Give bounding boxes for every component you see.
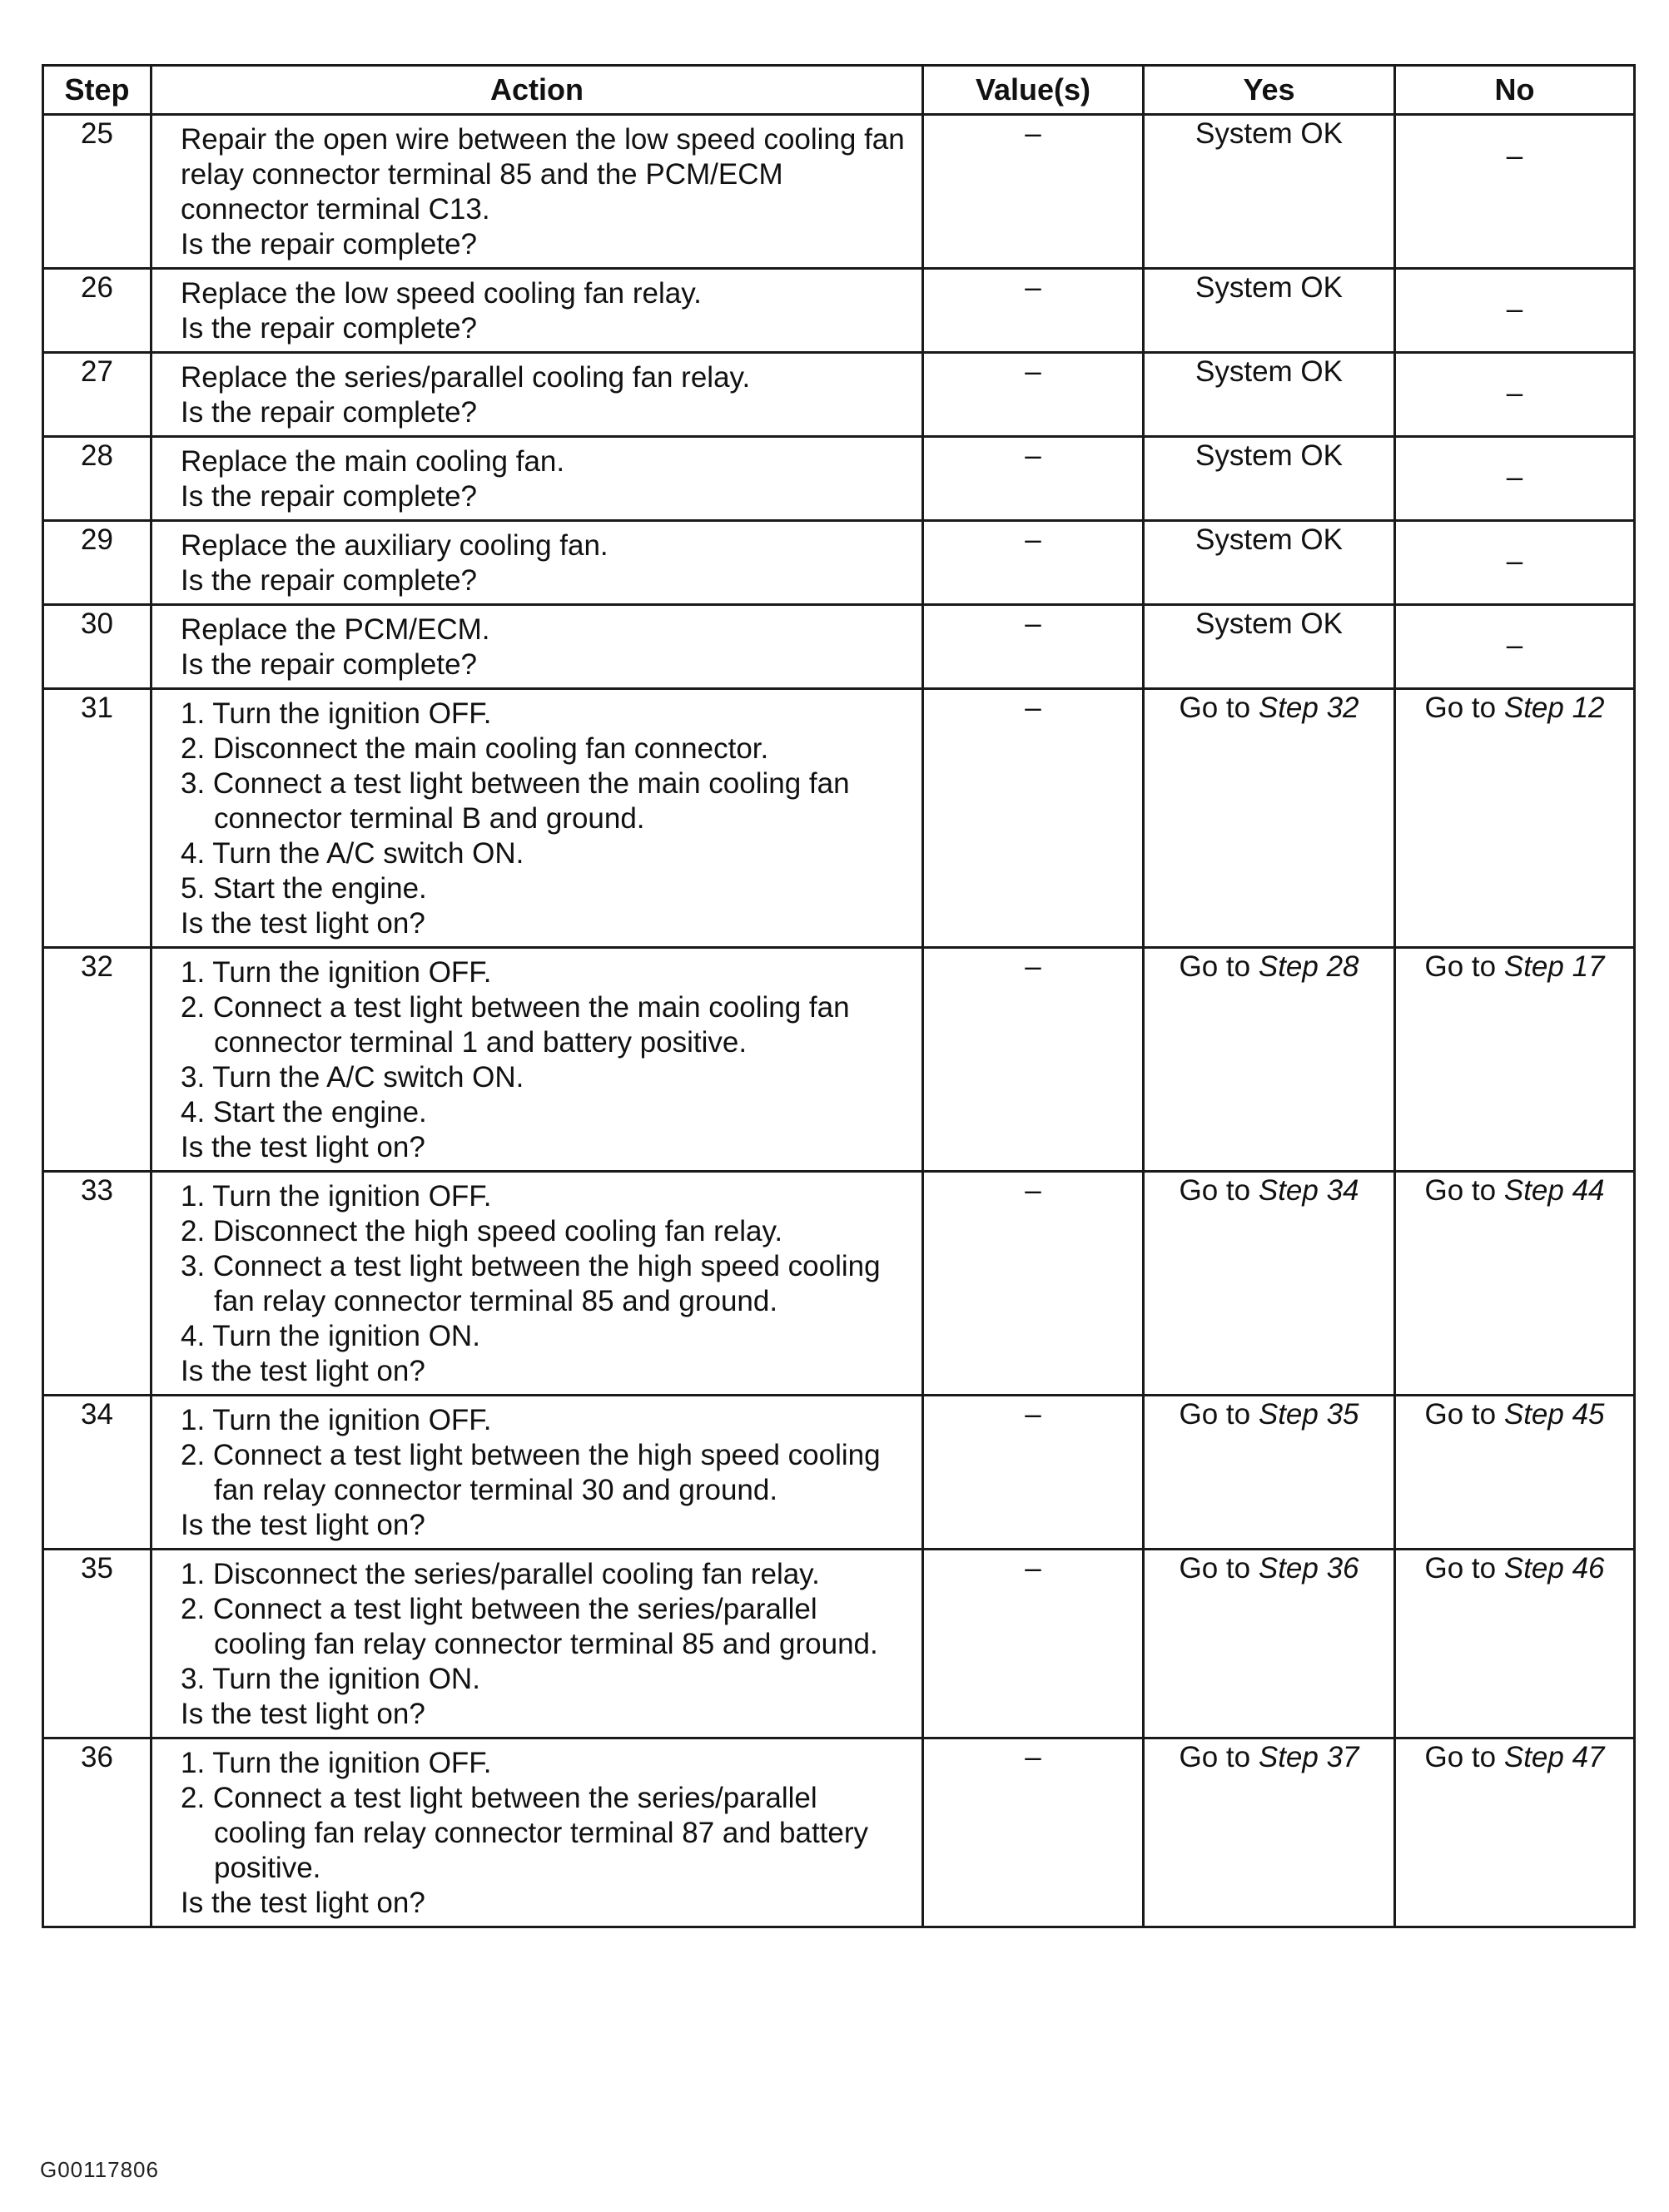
action-cell <box>152 437 923 521</box>
action-text: Replace the main cooling fan. <box>181 445 565 478</box>
step-number-cell: 34 <box>43 1396 152 1550</box>
action-step-item: 3. Turn the ignition ON. <box>181 1663 480 1695</box>
no-result: – <box>1506 544 1523 578</box>
step-number-cell: 26 <box>43 269 152 353</box>
value-cell: – <box>923 437 1144 521</box>
no-cell <box>1395 353 1635 437</box>
action-question: Is the test light on? <box>181 1887 425 1919</box>
action-step-item: 2. Disconnect the main cooling fan connector. <box>181 732 769 765</box>
action-cell <box>152 1550 923 1738</box>
action-step-item: 1. Turn the ignition OFF. <box>181 1747 492 1779</box>
yes-result: System OK <box>1195 271 1343 304</box>
no-result: – <box>1506 376 1523 409</box>
yes-cell <box>1144 689 1395 948</box>
step-number-cell: 27 <box>43 353 152 437</box>
yes-goto-prefix: Go to <box>1179 1552 1251 1585</box>
value-cell: – <box>923 521 1144 605</box>
action-question: Is the repair complete? <box>181 648 478 681</box>
action-step-item: 1. Turn the ignition OFF. <box>181 1180 492 1213</box>
yes-cell <box>1144 437 1395 521</box>
action-text: Replace the auxiliary cooling fan. <box>181 529 608 562</box>
step-number-cell: 36 <box>43 1738 152 1927</box>
no-cell <box>1395 689 1635 948</box>
action-question: Is the test light on? <box>181 907 425 940</box>
yes-result: System OK <box>1195 523 1343 556</box>
no-goto-prefix: Go to <box>1424 1398 1497 1431</box>
value-cell: – <box>923 115 1144 269</box>
action-step-item: 3. Connect a test light between the main cooling fan connector terminal B and ground. <box>181 767 850 835</box>
no-goto-step: Step 44 <box>1503 1174 1605 1207</box>
action-text: Replace the low speed cooling fan relay. <box>181 277 702 310</box>
step-number-cell: 32 <box>43 948 152 1172</box>
no-cell <box>1395 1172 1635 1396</box>
step-number-cell: 30 <box>43 605 152 689</box>
yes-goto-step: Step 37 <box>1258 1741 1359 1773</box>
no-result: – <box>1506 628 1523 662</box>
yes-goto-prefix: Go to <box>1179 692 1251 724</box>
yes-goto-prefix: Go to <box>1179 1398 1251 1431</box>
action-cell <box>152 269 923 353</box>
value-cell: – <box>923 353 1144 437</box>
yes-cell <box>1144 1738 1395 1927</box>
action-question: Is the repair complete? <box>181 396 478 429</box>
yes-goto-prefix: Go to <box>1179 1174 1251 1207</box>
step-number-cell: 25 <box>43 115 152 269</box>
value-cell: – <box>923 269 1144 353</box>
diagnostic-table <box>42 64 1636 1928</box>
no-result: – <box>1506 140 1523 172</box>
no-goto-step: Step 17 <box>1503 950 1605 983</box>
step-number-cell: 29 <box>43 521 152 605</box>
action-step-item: 3. Turn the A/C switch ON. <box>181 1061 524 1094</box>
no-goto-step: Step 12 <box>1503 692 1605 724</box>
table-row <box>43 1738 1635 1927</box>
yes-result: System OK <box>1195 608 1343 640</box>
action-step-item: 4. Turn the ignition ON. <box>181 1320 480 1352</box>
action-step-item: 1. Turn the ignition OFF. <box>181 697 492 730</box>
action-step-item: 2. Connect a test light between the series/parallel cooling fan relay connector terminal 87 and battery positive. <box>181 1782 869 1884</box>
yes-cell <box>1144 115 1395 269</box>
figure-id: G00117806 <box>40 2157 159 2182</box>
table-row <box>43 521 1635 605</box>
step-number-cell: 33 <box>43 1172 152 1396</box>
table-row <box>43 605 1635 689</box>
action-cell <box>152 115 923 269</box>
value-cell: – <box>923 689 1144 948</box>
header-step: Step <box>43 66 152 115</box>
header-values: Value(s) <box>923 66 1144 115</box>
yes-result: System OK <box>1195 439 1343 472</box>
no-goto-prefix: Go to <box>1424 692 1497 724</box>
table-row <box>43 269 1635 353</box>
no-goto-prefix: Go to <box>1424 1552 1497 1585</box>
table-row <box>43 353 1635 437</box>
yes-goto-step: Step 28 <box>1258 950 1359 983</box>
action-step-item: 2. Connect a test light between the series/parallel cooling fan relay connector terminal 85 and ground. <box>181 1593 878 1660</box>
value-cell: – <box>923 1172 1144 1396</box>
no-cell <box>1395 1550 1635 1738</box>
yes-goto-prefix: Go to <box>1179 950 1251 983</box>
action-question: Is the test light on? <box>181 1355 425 1387</box>
action-question: Is the test light on? <box>181 1131 425 1163</box>
value-cell: – <box>923 605 1144 689</box>
no-goto-step: Step 45 <box>1503 1398 1605 1431</box>
no-cell <box>1395 437 1635 521</box>
action-cell <box>152 521 923 605</box>
action-text: Repair the open wire between the low speed cooling fan relay connector terminal 85 and the PCM/ECM connector terminal C13. <box>181 123 905 226</box>
no-cell <box>1395 269 1635 353</box>
action-step-item: 2. Connect a test light between the main cooling fan connector terminal 1 and battery positive. <box>181 991 850 1059</box>
action-cell <box>152 353 923 437</box>
no-goto-step: Step 46 <box>1503 1552 1605 1585</box>
yes-result: System OK <box>1195 117 1343 150</box>
action-step-item: 1. Turn the ignition OFF. <box>181 956 492 989</box>
table-row <box>43 437 1635 521</box>
action-question: Is the repair complete? <box>181 564 478 597</box>
table-row <box>43 1550 1635 1738</box>
yes-cell <box>1144 353 1395 437</box>
action-step-item: 4. Turn the A/C switch ON. <box>181 837 524 870</box>
action-step-item: 3. Connect a test light between the high speed cooling fan relay connector terminal 85 and ground. <box>181 1250 881 1317</box>
action-step-item: 2. Connect a test light between the high speed cooling fan relay connector terminal 30 and ground. <box>181 1439 881 1506</box>
no-goto-step: Step 47 <box>1503 1741 1605 1773</box>
value-cell: – <box>923 1396 1144 1550</box>
action-step-item: 1. Turn the ignition OFF. <box>181 1404 492 1436</box>
no-cell <box>1395 605 1635 689</box>
no-cell <box>1395 948 1635 1172</box>
no-result: – <box>1506 292 1523 325</box>
action-question: Is the repair complete? <box>181 480 478 513</box>
no-cell <box>1395 521 1635 605</box>
action-step-item: 2. Disconnect the high speed cooling fan relay. <box>181 1215 783 1247</box>
action-question: Is the test light on? <box>181 1509 425 1541</box>
action-cell <box>152 605 923 689</box>
no-goto-prefix: Go to <box>1424 1741 1497 1773</box>
header-action: Action <box>152 66 923 115</box>
yes-goto-step: Step 32 <box>1258 692 1359 724</box>
value-cell: – <box>923 948 1144 1172</box>
table-header-row <box>43 66 1635 115</box>
action-step-item: 4. Start the engine. <box>181 1096 427 1128</box>
table-row <box>43 115 1635 269</box>
action-cell <box>152 689 923 948</box>
action-cell <box>152 1396 923 1550</box>
table-body <box>43 115 1635 1927</box>
yes-cell <box>1144 1550 1395 1738</box>
yes-cell <box>1144 1396 1395 1550</box>
no-goto-prefix: Go to <box>1424 950 1497 983</box>
yes-result: System OK <box>1195 355 1343 388</box>
table-row <box>43 689 1635 948</box>
yes-cell <box>1144 1172 1395 1396</box>
no-result: – <box>1506 460 1523 493</box>
yes-cell <box>1144 605 1395 689</box>
table-row <box>43 1172 1635 1396</box>
action-text: Replace the series/parallel cooling fan relay. <box>181 361 751 394</box>
value-cell: – <box>923 1738 1144 1927</box>
step-number-cell: 35 <box>43 1550 152 1738</box>
no-goto-prefix: Go to <box>1424 1174 1497 1207</box>
action-question: Is the repair complete? <box>181 228 478 260</box>
action-cell <box>152 1172 923 1396</box>
step-number-cell: 28 <box>43 437 152 521</box>
header-yes: Yes <box>1144 66 1395 115</box>
action-cell <box>152 948 923 1172</box>
action-question: Is the test light on? <box>181 1698 425 1730</box>
yes-goto-step: Step 35 <box>1258 1398 1359 1431</box>
no-cell <box>1395 1738 1635 1927</box>
action-text: Replace the PCM/ECM. <box>181 613 490 646</box>
yes-goto-step: Step 34 <box>1258 1174 1359 1207</box>
table-row <box>43 948 1635 1172</box>
yes-goto-step: Step 36 <box>1258 1552 1359 1585</box>
value-cell: – <box>923 1550 1144 1738</box>
yes-goto-prefix: Go to <box>1179 1741 1251 1773</box>
yes-cell <box>1144 521 1395 605</box>
action-step-item: 1. Disconnect the series/parallel cooling fan relay. <box>181 1558 820 1590</box>
action-question: Is the repair complete? <box>181 312 478 345</box>
table-row <box>43 1396 1635 1550</box>
no-cell <box>1395 1396 1635 1550</box>
action-step-item: 5. Start the engine. <box>181 872 427 905</box>
yes-cell <box>1144 269 1395 353</box>
step-number-cell: 31 <box>43 689 152 948</box>
header-no: No <box>1395 66 1635 115</box>
action-cell <box>152 1738 923 1927</box>
yes-cell <box>1144 948 1395 1172</box>
no-cell <box>1395 115 1635 269</box>
